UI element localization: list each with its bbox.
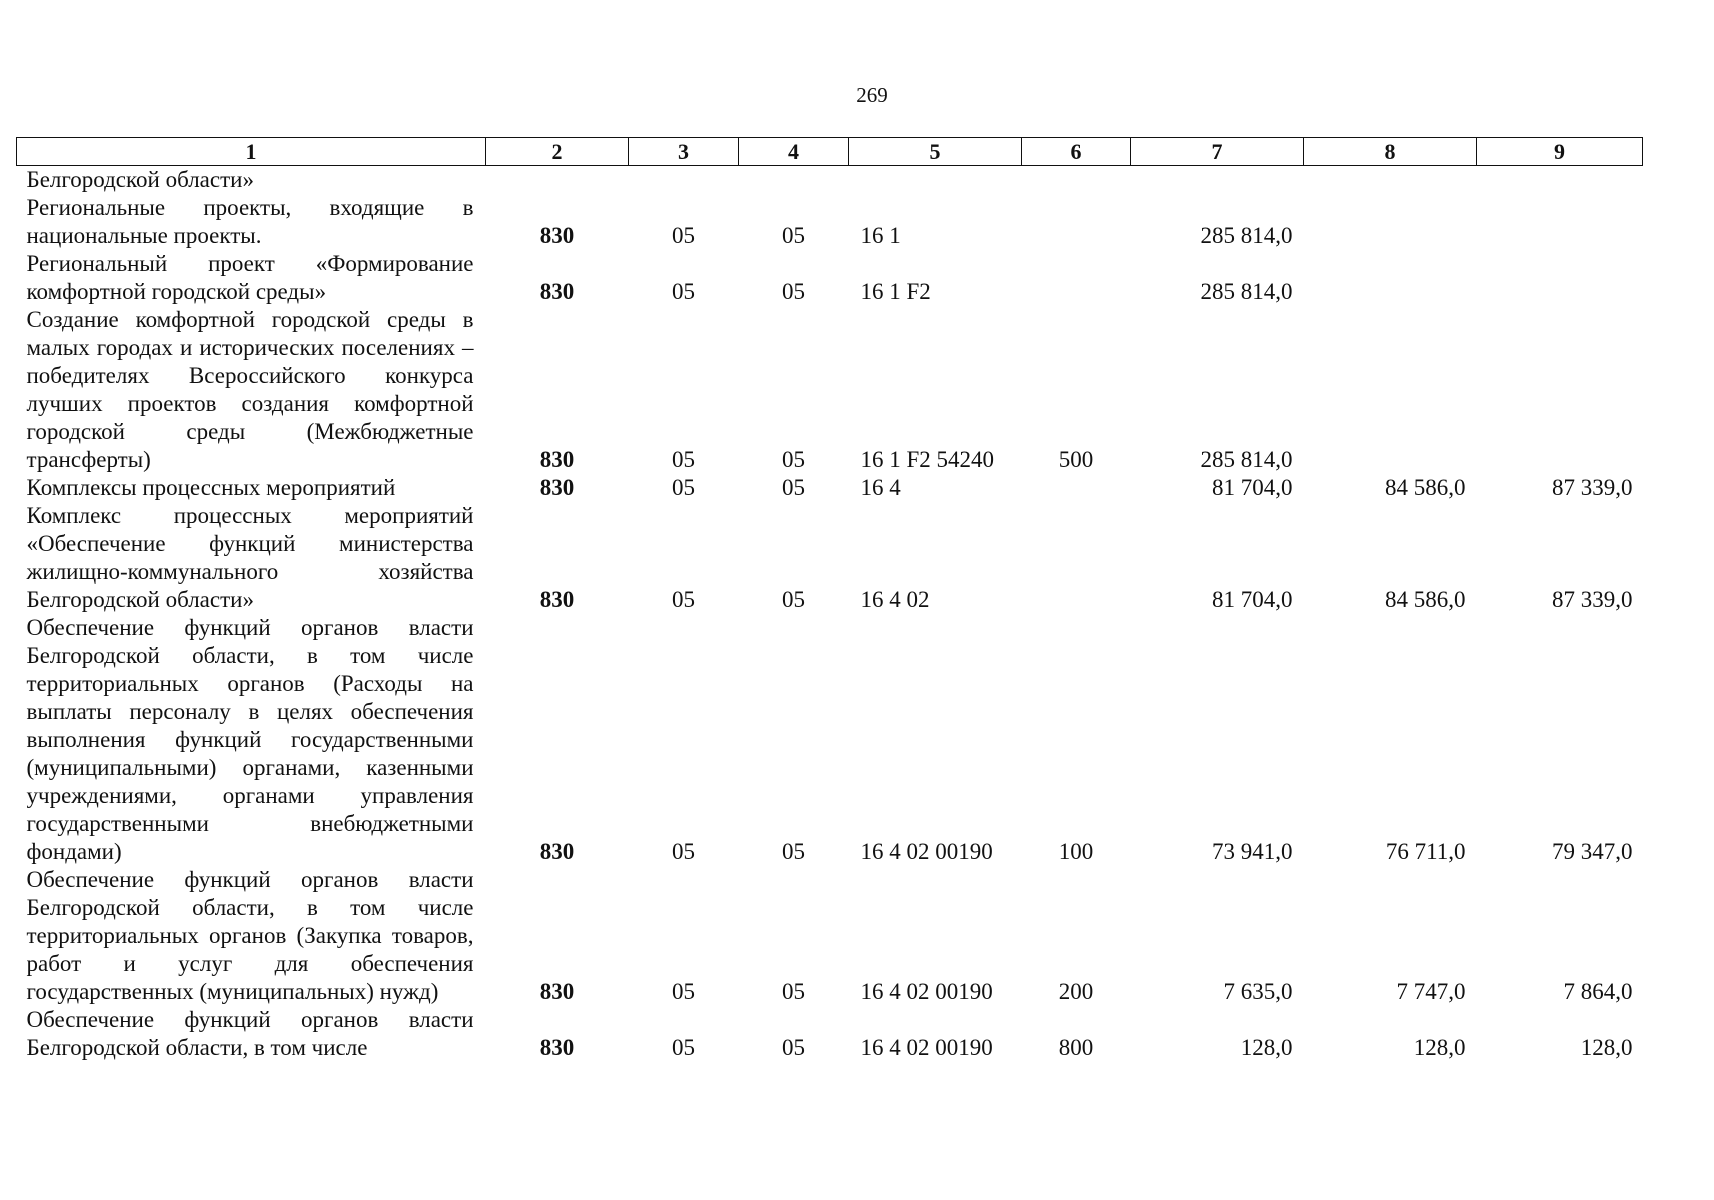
row-amount-col-9: 87 339,0 [1552, 475, 1633, 500]
row-amount-col-9 [1477, 306, 1643, 474]
row-target-article: 16 4 02 00190 [860, 1035, 993, 1060]
row-description: Белгородской области» [26, 167, 254, 192]
row-grbs-code: 830 [539, 587, 575, 612]
header-col-8: 8 [1304, 138, 1477, 166]
row-amount-col-9: 87 339,0 [1552, 587, 1633, 612]
row-description: Комплексы процессных мероприятий [26, 475, 396, 500]
header-col-6: 6 [1022, 138, 1131, 166]
row-description: Региональные проекты, входящие в национальные проекты. [26, 195, 474, 248]
row-amount-col-7: 285 814,0 [1200, 279, 1293, 304]
row-expense-type: 100 [1058, 839, 1094, 864]
row-subsection: 05 [782, 839, 805, 864]
row-grbs-code: 830 [539, 279, 575, 304]
row-subsection [739, 166, 849, 195]
row-amount-col-8: 84 586,0 [1385, 475, 1466, 500]
table-row [17, 614, 1643, 866]
row-section: 05 [672, 279, 695, 304]
row-grbs-code: 830 [539, 447, 575, 472]
row-grbs-code [486, 166, 629, 195]
table-row [17, 474, 1643, 502]
row-section: 05 [672, 587, 695, 612]
header-row [17, 138, 1643, 166]
row-subsection: 05 [782, 1035, 805, 1060]
header-col-5: 5 [849, 138, 1022, 166]
row-description: Обеспечение функций органов власти Белгородской области, в том числе [26, 1007, 474, 1060]
row-target-article: 16 4 02 00190 [860, 979, 993, 1004]
row-subsection: 05 [782, 279, 805, 304]
row-amount-col-7: 81 704,0 [1212, 475, 1293, 500]
row-description: Комплекс процессных мероприятий «Обеспечение функций министерства жилищно-коммунального хозяйства Белгородской области» [26, 503, 474, 612]
row-target-article: 16 1 F2 [860, 279, 931, 304]
row-target-article: 16 1 [860, 223, 901, 248]
header-col-9: 9 [1477, 138, 1643, 166]
row-target-article: 16 4 02 00190 [860, 839, 993, 864]
row-section: 05 [672, 1035, 695, 1060]
row-description: Создание комфортной городской среды в малых городах и исторических поселениях – победителях Всероссийского конкурса лучших проектов создания комфортной городской среды (Межбюджетные трансферты) [26, 307, 474, 472]
budget-table [16, 137, 1643, 1062]
row-amount-col-9 [1477, 166, 1643, 195]
row-section: 05 [672, 447, 695, 472]
row-section: 05 [672, 223, 695, 248]
row-grbs-code: 830 [539, 1035, 575, 1060]
row-section: 05 [672, 839, 695, 864]
row-grbs-code: 830 [539, 839, 575, 864]
row-expense-type [1022, 502, 1131, 614]
row-amount-col-7: 285 814,0 [1200, 447, 1293, 472]
table-row [17, 866, 1643, 1006]
row-target-article: 16 4 02 [860, 587, 930, 612]
row-expense-type [1022, 474, 1131, 502]
row-amount-col-9 [1477, 194, 1643, 250]
row-expense-type [1022, 250, 1131, 306]
table-row [17, 194, 1643, 250]
row-amount-col-8: 84 586,0 [1385, 587, 1466, 612]
row-grbs-code: 830 [539, 223, 575, 248]
row-amount-col-9: 79 347,0 [1552, 839, 1633, 864]
row-amount-col-7: 81 704,0 [1212, 587, 1293, 612]
row-subsection: 05 [782, 587, 805, 612]
row-amount-col-8: 7 747,0 [1396, 979, 1466, 1004]
header-col-7: 7 [1131, 138, 1304, 166]
row-amount-col-9 [1477, 250, 1643, 306]
row-description: Обеспечение функций органов власти Белгородской области, в том числе территориальных органов (Закупка товаров, работ и услуг для обеспечения государственных (муниципальных) нужд) [26, 867, 474, 1004]
table-row [17, 250, 1643, 306]
row-subsection: 05 [782, 223, 805, 248]
header-col-3: 3 [629, 138, 739, 166]
row-grbs-code: 830 [539, 979, 575, 1004]
row-subsection: 05 [782, 475, 805, 500]
row-amount-col-7: 7 635,0 [1223, 979, 1293, 1004]
row-expense-type: 800 [1058, 1035, 1094, 1060]
row-subsection: 05 [782, 447, 805, 472]
row-description: Обеспечение функций органов власти Белгородской области, в том числе территориальных органов (Расходы на выплаты персоналу в целях обеспечения выполнения функций государственными (муниципальными) органами, казенными учреждениями, органами управления государственными внебюджетными фондами) [26, 615, 474, 864]
row-expense-type: 500 [1058, 447, 1094, 472]
header-col-4: 4 [739, 138, 849, 166]
row-amount-col-8 [1304, 166, 1477, 195]
row-expense-type [1022, 194, 1131, 250]
row-amount-col-9: 128,0 [1580, 1035, 1633, 1060]
row-subsection: 05 [782, 979, 805, 1004]
row-section: 05 [672, 475, 695, 500]
row-target-article: 16 4 [860, 475, 901, 500]
table-row [17, 306, 1643, 474]
row-amount-col-7: 285 814,0 [1200, 223, 1293, 248]
row-amount-col-8: 76 711,0 [1385, 839, 1466, 864]
row-amount-col-7: 73 941,0 [1212, 839, 1293, 864]
row-grbs-code: 830 [539, 475, 575, 500]
row-amount-col-8 [1304, 306, 1477, 474]
row-amount-col-8: 128,0 [1413, 1035, 1466, 1060]
row-amount-col-9: 7 864,0 [1563, 979, 1633, 1004]
row-description: Региональный проект «Формирование комфортной городской среды» [26, 251, 474, 304]
header-col-1: 1 [17, 138, 486, 166]
table-row [17, 166, 1643, 195]
page-number: 269 [856, 83, 888, 107]
row-section [629, 166, 739, 195]
row-target-article: 16 1 F2 54240 [860, 447, 995, 472]
header-col-2: 2 [486, 138, 629, 166]
table-row [17, 1006, 1643, 1062]
row-target-article [849, 166, 1022, 195]
row-amount-col-7: 128,0 [1240, 1035, 1293, 1060]
table-row [17, 502, 1643, 614]
row-amount-col-8 [1304, 250, 1477, 306]
row-expense-type [1022, 166, 1131, 195]
row-amount-col-7 [1131, 166, 1304, 195]
row-section: 05 [672, 979, 695, 1004]
row-expense-type: 200 [1058, 979, 1094, 1004]
row-amount-col-8 [1304, 194, 1477, 250]
